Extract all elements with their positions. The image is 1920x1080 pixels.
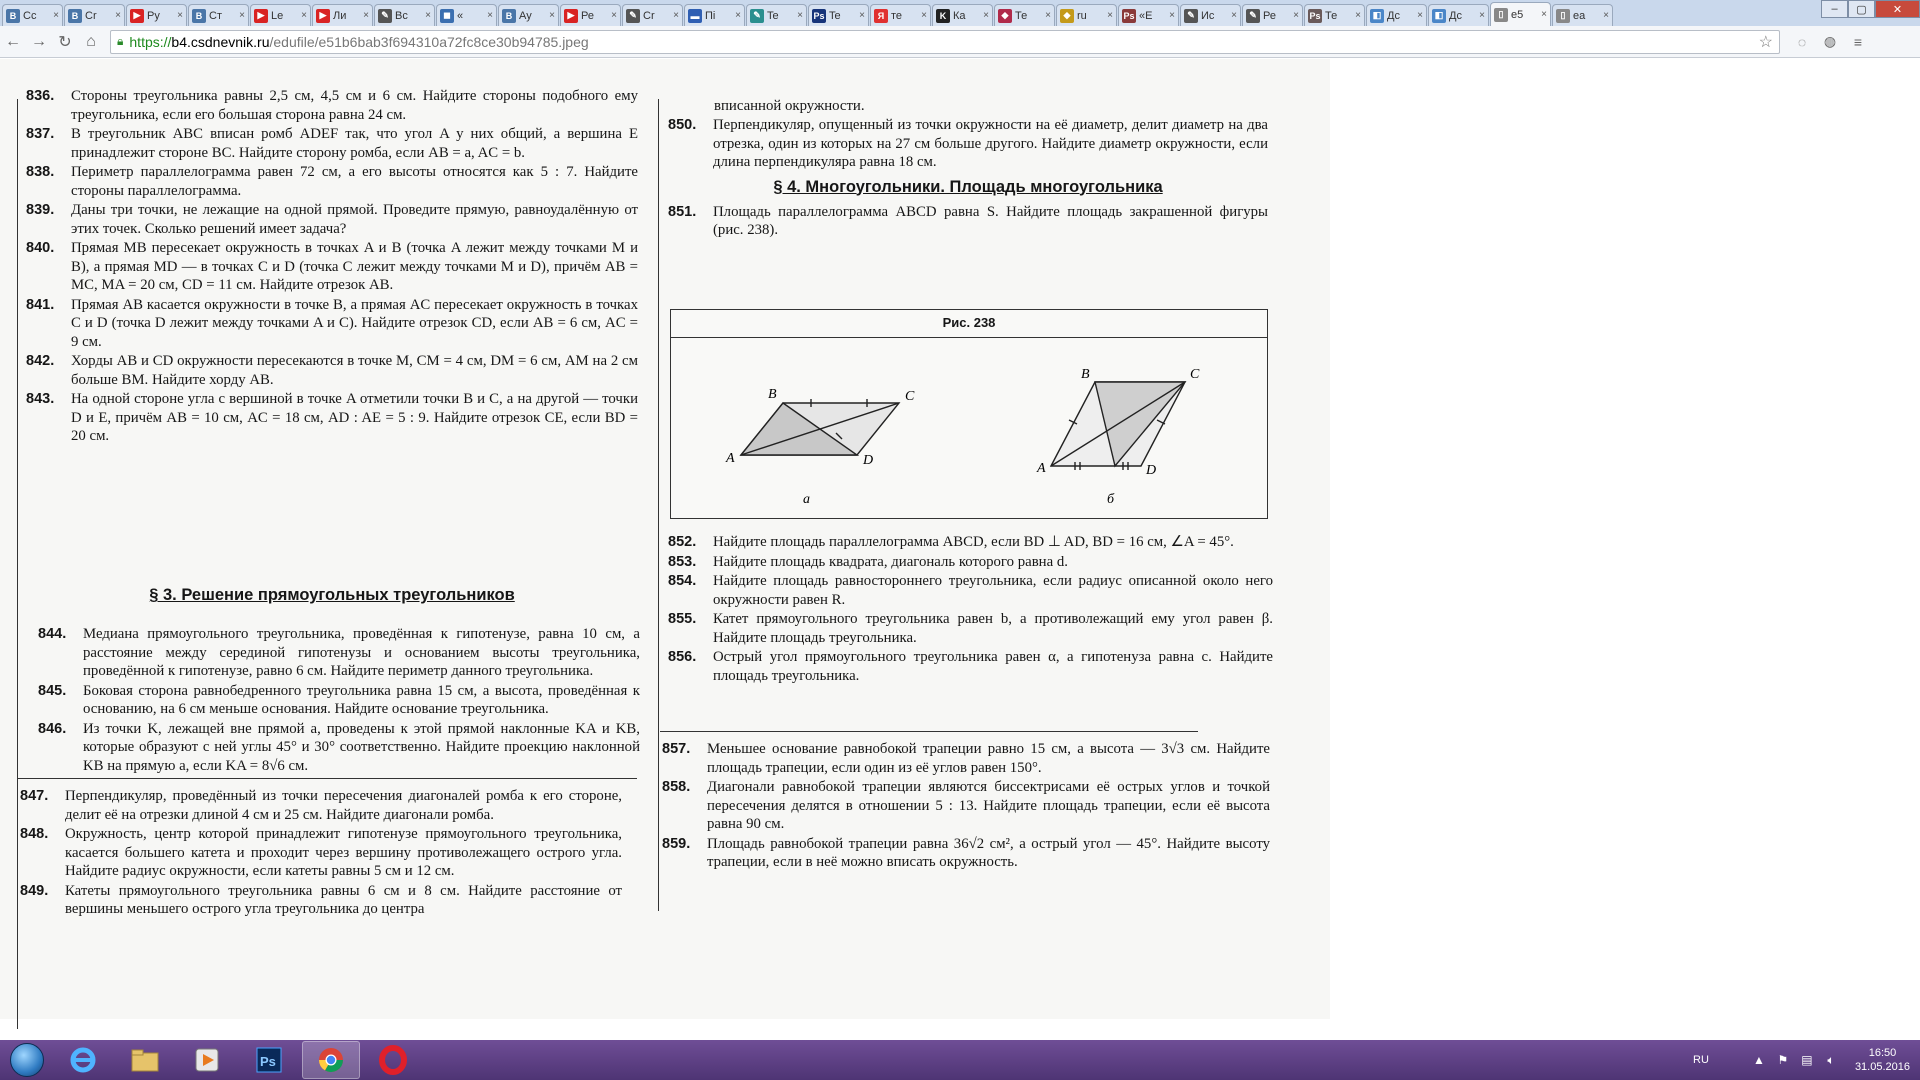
continuation-text: вписанной окружности. <box>714 98 865 114</box>
flag-ru-icon: ▬ <box>688 9 702 23</box>
tab-label: Te <box>829 9 841 22</box>
tab-label: Ру <box>147 9 160 22</box>
problem-text: Периметр параллелограмма равен 72 см, а его высоты относятся как 5 : 7. Найдите стороны параллелограмма. <box>71 164 638 199</box>
tray-arrow-icon[interactable]: ▲ <box>1752 1053 1765 1067</box>
tab-close-icon[interactable]: × <box>797 10 803 21</box>
browser-tab[interactable] <box>932 4 993 26</box>
browser-tab[interactable] <box>188 4 249 26</box>
tab-close-icon[interactable]: × <box>1355 10 1361 21</box>
left-column-bottom <box>20 787 622 920</box>
vk-icon: B <box>68 9 82 23</box>
image-icon: ◆ <box>1060 9 1074 23</box>
figure-title: Рис. 238 <box>671 310 1267 338</box>
tab-close-icon[interactable]: × <box>1231 10 1237 21</box>
fig-a-label-A: A <box>726 451 735 466</box>
problem-840 <box>26 239 638 295</box>
problem-text: Катеты прямоугольного треугольника равны 6 см и 8 см. Найдите расстояние от вершины меньшего острого угла треугольника до центра <box>65 882 622 917</box>
volume-icon[interactable]: 🔈︎ <box>1827 1052 1835 1067</box>
clock-date: 31.05.2016 <box>1854 1061 1910 1073</box>
tab-close-icon[interactable]: × <box>921 10 927 21</box>
system-tray <box>1693 1046 1920 1074</box>
tab-label: e5 <box>1511 8 1524 21</box>
problem-text: Прямая MB пересекает окружность в точках A и B (точка A лежит между точками M и B), а прямая MD — в точках C и D (точка C лежит между точками M и D), причём AB = MC, MA = 20 см, CD = 11 см. Найдите отрезок AB. <box>71 240 638 293</box>
column-divider <box>658 99 659 911</box>
lock-icon: 🔒︎ <box>117 34 124 48</box>
problem-text: Перпендикуляр, проведённый из точки пересечения диагоналей ромба к его стороне, делит её на отрезки длиной 4 см и 25 см. Найдите диагонали ромба. <box>65 788 622 823</box>
problem-text: Боковая сторона равнобедренного треугольника равна 15 см, а высота, проведённая к основанию, на 6 см меньше основания. Найдите основание треугольника. <box>83 682 640 717</box>
tab-label: Дс <box>1449 9 1462 22</box>
problem-text: Найдите площадь параллелограмма ABCD, если BD ⊥ AD, BD = 16 см, ∠A = 45°. <box>713 534 1234 550</box>
tab-close-icon[interactable]: × <box>363 10 369 21</box>
problem-number: 847. <box>20 788 49 804</box>
chrome-icon <box>316 1045 346 1075</box>
tab-close-icon[interactable]: × <box>239 10 245 21</box>
problem-number: 844. <box>38 626 67 642</box>
taskbar-explorer[interactable] <box>116 1041 174 1079</box>
browser-tab[interactable] <box>436 4 497 26</box>
browser-tab[interactable] <box>994 4 1055 26</box>
problem-number: 853. <box>668 553 697 570</box>
fig-a-label-B: B <box>768 387 777 402</box>
problem-number: 843. <box>26 391 55 407</box>
vk-icon: B <box>502 9 516 23</box>
folder-icon <box>130 1047 160 1073</box>
doc-icon: ◧ <box>1432 9 1446 23</box>
problem-856 <box>668 648 1273 685</box>
problem-853 <box>668 553 1273 572</box>
menu-icon[interactable]: ≡ <box>1853 33 1863 50</box>
pen-icon: ✎ <box>1246 9 1260 23</box>
taskbar-media-player[interactable] <box>178 1041 236 1079</box>
tab-close-icon[interactable]: × <box>1293 10 1299 21</box>
url-path: /edufile/e51b6bab3f694310a72fc8ce30b94785.jpeg <box>269 33 589 50</box>
figure-b-parallelogram <box>1051 382 1185 470</box>
problem-858 <box>662 778 1270 834</box>
tab-close-icon[interactable]: × <box>1479 10 1485 21</box>
problem-text: Острый угол прямоугольного треугольника равен α, а гипотенуза равна c. Найдите площадь треугольника. <box>713 649 1273 684</box>
tab-label: Cc <box>23 9 37 22</box>
tab-label: Ис <box>1201 9 1215 22</box>
fig-a-label-D: D <box>863 453 874 468</box>
tab-close-icon[interactable]: × <box>611 10 617 21</box>
tab-close-icon[interactable]: × <box>673 10 679 21</box>
tab-close-icon[interactable]: × <box>425 10 431 21</box>
tab-label: Le <box>271 9 284 22</box>
browser-tab[interactable] <box>250 4 311 26</box>
problem-number: 836. <box>26 88 55 104</box>
problem-844 <box>38 625 640 681</box>
problem-number: 856. <box>668 649 697 665</box>
yandex-icon: Я <box>874 9 888 23</box>
problem-846 <box>38 720 640 776</box>
tab-label: Cr <box>643 9 655 22</box>
right-column-trapezoid <box>662 740 1270 873</box>
doc-icon: ◧ <box>1370 9 1384 23</box>
browser-tab[interactable] <box>1366 4 1427 26</box>
tab-close-icon[interactable]: × <box>983 10 989 21</box>
tab-label: Te <box>767 9 779 22</box>
clock-time: 16:50 <box>1868 1047 1897 1059</box>
tab-label: « <box>457 9 464 22</box>
extension-icon-2[interactable]: ◍ <box>1823 33 1837 49</box>
problem-text: Площадь равнобокой трапеции равна 36√2 см², а острый угол — 45°. Найдите высоту трапеции, если в неё можно вписать окружность. <box>707 835 1270 870</box>
page-icon: ▯ <box>1556 9 1570 23</box>
vk-icon: B <box>6 9 20 23</box>
reload-icon: ↻ <box>58 33 72 51</box>
photoshop-icon: Ps <box>813 10 825 21</box>
tab-close-icon[interactable]: × <box>549 10 555 21</box>
pen-icon: ✎ <box>378 9 392 23</box>
problem-text: Стороны треугольника равны 2,5 см, 4,5 см и 6 см. Найдите стороны подобного ему треугольника, если его большая сторона равна 24 см. <box>71 88 638 123</box>
svg-text:Ps: Ps <box>260 1054 276 1069</box>
browser-tab[interactable] <box>746 4 807 26</box>
problem-837 <box>26 125 638 162</box>
problem-text: Из точки K, лежащей вне прямой a, проведены к этой прямой наклонные KA и KB, которые образуют с ней углы 45° и 30° соответственно. Найдите проекцию наклонной KB на прямую a, если KA = 8√6 см. <box>83 720 640 774</box>
tab-close-icon[interactable]: × <box>115 10 121 21</box>
tab-label: Ау <box>519 9 532 22</box>
tab-close-icon[interactable]: × <box>177 10 183 21</box>
browser-tab[interactable] <box>622 4 683 26</box>
address-bar[interactable] <box>110 30 1780 54</box>
browser-tab[interactable] <box>1242 4 1303 26</box>
taskbar <box>0 1040 1920 1080</box>
problem-841 <box>26 296 638 352</box>
youtube-icon: ▶ <box>254 9 268 23</box>
tab-label: ru <box>1077 9 1087 22</box>
browser-toolbar <box>0 26 1920 58</box>
youtube-icon: ▶ <box>316 9 330 23</box>
left-column-section3 <box>38 625 640 776</box>
browser-tab[interactable] <box>1552 4 1613 26</box>
browser-tab[interactable] <box>2 4 63 26</box>
problem-845 <box>38 682 640 719</box>
youtube-icon: ▶ <box>564 9 578 23</box>
tab-label: Пі <box>705 9 716 22</box>
left-column <box>26 87 638 447</box>
tab-close-icon[interactable]: × <box>1603 10 1609 21</box>
media-player-icon <box>193 1046 221 1074</box>
youtube-icon: ▶ <box>130 9 144 23</box>
browser-tab[interactable] <box>1056 4 1117 26</box>
browser-tab[interactable] <box>1180 4 1241 26</box>
tab-label: Дс <box>1387 9 1400 22</box>
fig-b-label-D: D <box>1146 463 1157 478</box>
taskbar-photoshop[interactable] <box>240 1041 298 1079</box>
pen-icon: ✎ <box>626 9 640 23</box>
section3-header <box>26 586 638 605</box>
tab-label: Ре <box>581 9 594 22</box>
problem-text: Найдите площадь равностороннего треугольника, если радиус описанной около него окружности равен R. <box>713 573 1273 608</box>
photoshop-icon <box>255 1046 283 1074</box>
right-column-850 <box>668 116 1268 241</box>
problem-number: 852. <box>668 534 697 550</box>
browser-tab[interactable] <box>1428 4 1489 26</box>
taskbar-opera[interactable] <box>364 1041 422 1079</box>
problem-849 <box>20 882 622 919</box>
problem-text: Катет прямоугольного треугольника равен b, а противолежащий ему угол равен β. Найдите площадь треугольника. <box>713 611 1273 646</box>
fig-b-label-B: B <box>1081 367 1090 382</box>
tab-close-icon[interactable]: × <box>1169 10 1175 21</box>
problem-850: 850. Перпендикуляр, опущенный из точки окружности на её диаметр, делит диаметр на два отрезка, один из которых на 27 см больше другого. Найдите диаметр окружности, если длина перпендикуляра равна 18 см. <box>668 117 1268 170</box>
problem-text: Даны три точки, не лежащие на одной прямой. Проведите прямую, равноудалённую от этих точек. Сколько решений имеет задача? <box>71 202 638 237</box>
clock[interactable] <box>1855 1046 1910 1074</box>
problem-number: 848. <box>20 826 49 842</box>
browser-tab[interactable] <box>64 4 125 26</box>
figure-238 <box>670 309 1268 519</box>
tab-label: Те <box>1325 9 1338 22</box>
section4-title: § 4. Многоугольники. Площадь многоугольника <box>773 177 1163 196</box>
language-indicator[interactable]: RU <box>1693 1054 1709 1066</box>
network-icon[interactable]: ▤ <box>1801 1053 1813 1067</box>
problem-number: 855. <box>668 611 697 627</box>
problem-843 <box>26 390 638 446</box>
fig-b-caption: б <box>1107 492 1115 507</box>
problem-847 <box>20 787 622 824</box>
browser-tab[interactable] <box>684 4 745 26</box>
arrow-left-icon: ← <box>5 32 21 50</box>
problem-number: 842. <box>26 353 55 369</box>
tab-close-icon[interactable]: × <box>1541 9 1547 20</box>
home-icon: ⌂ <box>86 32 96 50</box>
problem-854 <box>668 572 1273 609</box>
right-column-problems <box>668 533 1273 686</box>
left-separator <box>17 778 637 779</box>
tab-label: Cr <box>85 9 97 22</box>
problem-852 <box>668 533 1273 552</box>
problem-number: 838. <box>26 164 55 180</box>
problem-number: 849. <box>20 882 49 899</box>
chat-icon: ◼ <box>440 9 454 23</box>
problem-851: 851. Площадь параллелограмма ABCD равна S. Найдите площадь закрашенной фигуры (рис. 238). <box>668 203 1268 238</box>
maximize-button[interactable]: ▢ <box>1848 0 1875 18</box>
image-icon: ◆ <box>998 9 1012 23</box>
section3-title: § 3. Решение прямоугольных треугольников <box>149 586 515 604</box>
problem-859 <box>662 835 1270 872</box>
back-button[interactable] <box>0 29 26 55</box>
problem-number: 839. <box>26 202 55 218</box>
tab-label: Вс <box>395 9 408 22</box>
tab-close-icon[interactable]: × <box>1417 10 1423 21</box>
tab-label: Ка <box>953 9 966 22</box>
tab-close-icon[interactable]: × <box>487 10 493 21</box>
page-viewport[interactable] <box>0 59 1920 1040</box>
problem-number: 841. <box>26 296 55 313</box>
extension-icon[interactable]: ◌ <box>1797 33 1807 50</box>
problem-text: Прямая AB касается окружности в точке B, а прямая AC пересекает окружность в точках C и D (точка D лежит между точками A и C). Найдите отрезок CD, если AB = 6 см, AC = 9 см. <box>71 296 638 350</box>
tab-label: Ре <box>1263 9 1276 22</box>
photoshop-icon: Ps <box>1309 10 1321 21</box>
fig-b-label-C: C <box>1190 367 1200 382</box>
vk-icon: B <box>192 9 206 23</box>
internet-explorer-icon <box>68 1045 98 1075</box>
tab-label: Ли <box>333 9 347 22</box>
problem-text: Окружность, центр которой принадлежит гипотенузе прямоугольного треугольника, касается большего катета и проходит через вершину противолежащего острого угла. Найдите радиус окружности, если катеты равны 5 см и 12 см. <box>65 826 622 879</box>
problem-836 <box>26 87 638 124</box>
problem-number: 857. <box>662 741 691 757</box>
browser-tab[interactable] <box>1304 4 1365 26</box>
tab-label: Ст <box>209 9 222 22</box>
page-icon: ▯ <box>1494 8 1508 22</box>
browser-tab[interactable] <box>374 4 435 26</box>
problem-text: Диагонали равнобокой трапеции являются биссектрисами её острых углов и точкой пересечения делятся в отношении 5 : 13. Найдите площадь трапеции, если её высота равна 90 см. <box>707 779 1270 832</box>
tab-label: «E <box>1139 9 1153 22</box>
close-window-button[interactable]: ✕ <box>1875 0 1920 18</box>
browser-tab[interactable] <box>870 4 931 26</box>
pen-icon: ✎ <box>750 9 764 23</box>
figure-drawing <box>671 338 1267 518</box>
problem-text: На одной стороне угла с вершиной в точке A отметили точки B и C, а на другой — точки D и E, причём AB = 10 см, AC = 18 см, AD : AE = 5 : 9. Найдите отрезок CE, если BD = 20 см. <box>71 391 638 444</box>
tab-label: те <box>891 9 903 22</box>
problem-number: 840. <box>26 240 55 256</box>
problem-number: 845. <box>38 682 67 699</box>
opera-icon <box>378 1045 408 1075</box>
url-scheme: https:// <box>129 33 172 50</box>
problem-number: 854. <box>668 573 697 589</box>
browser-tab[interactable] <box>808 4 869 26</box>
kinopoisk-icon: K <box>936 9 950 23</box>
tab-close-icon[interactable]: × <box>53 10 59 21</box>
photoshop-icon: Ps <box>1123 10 1135 21</box>
forward-button[interactable] <box>26 29 52 55</box>
right-separator <box>660 731 1198 732</box>
problem-842 <box>26 352 638 389</box>
problem-text: Хорды AB и CD окружности пересекаются в точке M, CM = 4 см, DM = 6 см, AM на 2 см больше BM. Найдите хорду AB. <box>71 353 638 388</box>
problem-text: Медиана прямоугольного треугольника, проведённая к гипотенузе, равна 10 см, а расстояние между серединой гипотенузы и основанием высоты треугольника, проведённой к гипотенузе, равно 6 см. Найдите периметр данного треугольника. <box>83 626 640 679</box>
tab-close-icon[interactable]: × <box>1045 10 1051 21</box>
problem-839 <box>26 201 638 238</box>
tab-close-icon[interactable]: × <box>859 10 865 21</box>
start-button[interactable] <box>0 1040 54 1080</box>
url-host: b4.csdnevnik.ru <box>171 33 270 50</box>
problem-text: Меньшее основание равнобокой трапеции равно 15 см, а высота — 3√3 см. Найдите площадь трапеции, если один из её углов равен 150°. <box>707 741 1270 776</box>
left-margin-rule <box>17 99 18 1029</box>
problem-text: В треугольник ABC вписан ромб ADEF так, что угол A у них общий, а вершина E принадлежит стороне BC. Найдите сторону ромба, если AB = a, AC = b. <box>71 126 638 161</box>
figure-a-parallelogram <box>741 399 899 455</box>
browser-tab[interactable] <box>560 4 621 26</box>
fig-a-label-C: C <box>905 389 915 404</box>
taskbar-chrome[interactable] <box>302 1041 360 1079</box>
problem-857 <box>662 740 1270 777</box>
problem-number: 858. <box>662 779 691 795</box>
browser-tab[interactable] <box>1118 4 1179 26</box>
problem-number: 846. <box>38 720 67 737</box>
pen-icon: ✎ <box>1184 9 1198 23</box>
tab-label: ea <box>1573 9 1586 22</box>
windows-logo-icon <box>10 1043 44 1077</box>
flag-icon[interactable]: ⚑ <box>1777 1053 1789 1067</box>
problem-838 <box>26 163 638 200</box>
browser-tab[interactable] <box>1490 2 1551 26</box>
taskbar-ie[interactable] <box>54 1041 112 1079</box>
problem-848 <box>20 825 622 881</box>
tab-close-icon[interactable]: × <box>301 10 307 21</box>
arrow-right-icon: → <box>31 32 47 50</box>
tab-strip <box>0 0 1920 26</box>
right-column-top <box>710 97 1270 117</box>
fig-a-caption: а <box>803 492 810 507</box>
fig-b-label-A: A <box>1037 461 1046 476</box>
scanned-textbook-page <box>0 59 1330 1019</box>
bookmark-star-icon[interactable]: ☆ <box>1758 33 1773 51</box>
tab-label: Те <box>1015 9 1028 22</box>
browser-tab[interactable] <box>126 4 187 26</box>
minimize-button[interactable]: – <box>1821 0 1848 18</box>
home-button[interactable] <box>78 29 104 55</box>
tab-close-icon[interactable]: × <box>1107 10 1113 21</box>
tab-close-icon[interactable]: × <box>735 10 741 21</box>
browser-tab[interactable] <box>312 4 373 26</box>
problem-number: 837. <box>26 126 55 142</box>
window-controls <box>1821 0 1920 18</box>
problem-text: Найдите площадь квадрата, диагональ которого равна d. <box>713 553 1068 570</box>
problem-855 <box>668 610 1273 647</box>
browser-tab[interactable] <box>498 4 559 26</box>
reload-button[interactable] <box>52 29 78 55</box>
problem-number: 859. <box>662 835 691 852</box>
